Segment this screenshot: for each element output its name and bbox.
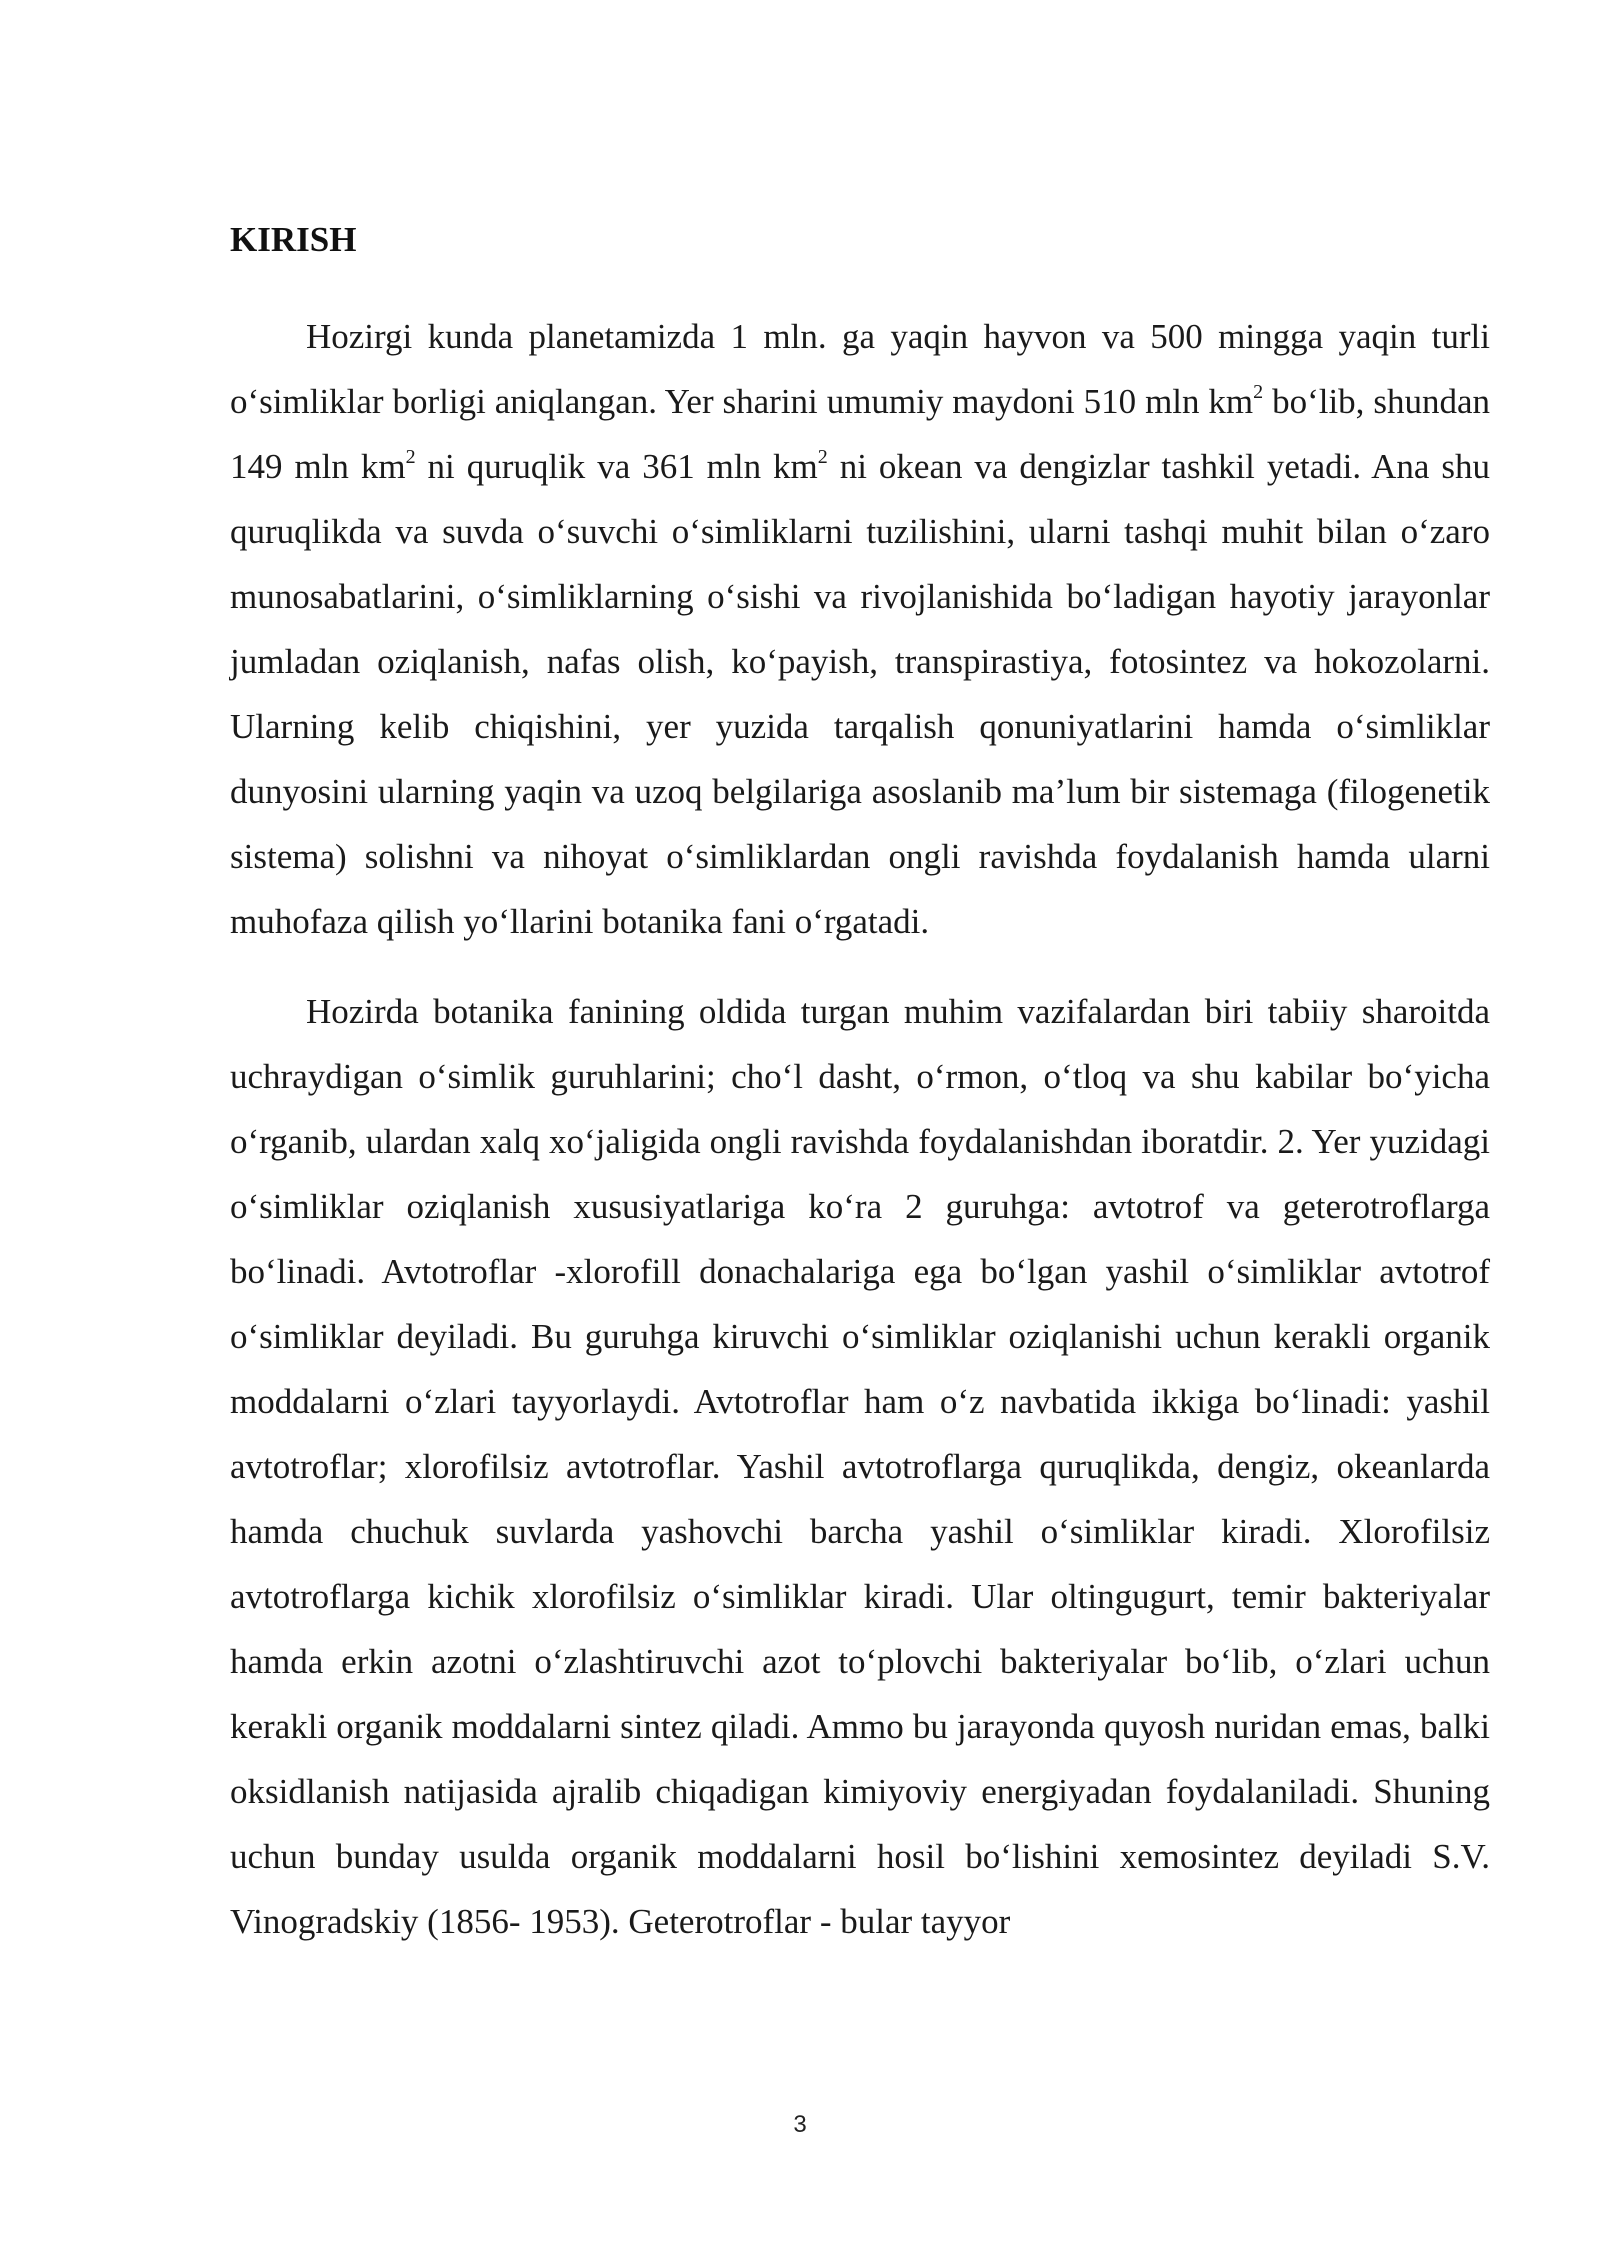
section-heading: KIRISH (230, 220, 357, 259)
intro-paragraph-2: Hozirda botanika fanining oldida turgan muhim vazifalardan biri tabiiy sharoitda uchraydigan o‘simlik guruhlarini; cho‘l dasht, o‘rmon, o‘tloq va shu kabilar bo‘yicha o‘rganib, ulardan xalq xo‘jaligida ongli ravishda foydalanishdan iboratdir. 2. Yer yuzidagi o‘simliklar oziqlanish xususiyatlariga ko‘ra 2 guruhga: avtotrof va geterotroflarga bo‘linadi. Avtotroflar -xlorofill donachalariga ega bo‘lgan yashil o‘simliklar avtotrof o‘simliklar deyiladi. Bu guruhga kiruvchi o‘simliklar oziqlanishi uchun kerakli organik moddalarni o‘zlari tayyorlaydi. Avtotroflar ham o‘z navbatida ikkiga bo‘linadi: yashil avtotroflar; xlorofilsiz avtotroflar. Yashil avtotroflarga quruqlikda, dengiz, okeanlarda hamda chuchuk suvlarda yashovchi barcha yashil o‘simliklar kiradi. Xlorofilsiz avtotroflarga kichik xlorofilsiz o‘simliklar kiradi. Ular oltingugurt, temir bakteriyalar hamda erkin azotni o‘zlashtiruvchi azot to‘plovchi bakteriyalar bo‘lib, o‘zlari uchun kerakli organik moddalarni sintez qiladi. Ammo bu jarayonda quyosh nuridan emas, balki oksidlanish natijasida ajralib chiqadigan kimiyoviy energiyadan foydalaniladi. Shuning uchun bunday usulda organik moddalarni hosil bo‘lishini xemosintez deyiladi S.V. Vinogradskiy (1856- 1953). Geterotroflar - bular tayyor (230, 992, 1490, 1941)
paragraph-text: ni okean va dengizlar tashkil yetadi. Ana shu quruqlikda va suvda o‘suvchi o‘simliklarni tuzilishini, ularni tashqi muhit bilan o‘zaro munosabatlarini, o‘simliklarning o‘sishi va rivojlanishida bo‘ladigan hayotiy jarayonlar jumladan oziqlanish, nafas olish, ko‘payish, transpirastiya, fotosintez va hokozolarni. Ularning kelib chiqishini, yer yuzida tarqalish qonuniyatlarini hamda o‘simliklar dunyosini ularning yaqin va uzoq belgilariga asoslanib ma’lum bir sistemaga (filogenetik sistema) solishni va nihoyat o‘simliklardan ongli ravishda foydalanish hamda ularni muhofaza qilish yo‘llarini botanika fani o‘rgatadi. (230, 447, 1490, 941)
intro-paragraph-1 (230, 304, 1490, 954)
superscript: 2 (405, 446, 416, 469)
superscript: 2 (1253, 381, 1264, 404)
paragraph-text: Hozirgi kunda planetamizda 1 mln. ga yaqin hayvon va 500 mingga yaqin turli o‘simliklar borligi aniqlangan. Yer sharini umumiy maydoni 510 mln km (230, 317, 1490, 421)
page-number: 3 (793, 2111, 807, 2138)
superscript: 2 (817, 446, 828, 469)
paragraph-text: ni quruqlik va 361 mln km (415, 447, 818, 486)
paragraph-text: bo‘lib, shundan 149 mln km (230, 382, 1491, 486)
page-content (230, 214, 1490, 1954)
